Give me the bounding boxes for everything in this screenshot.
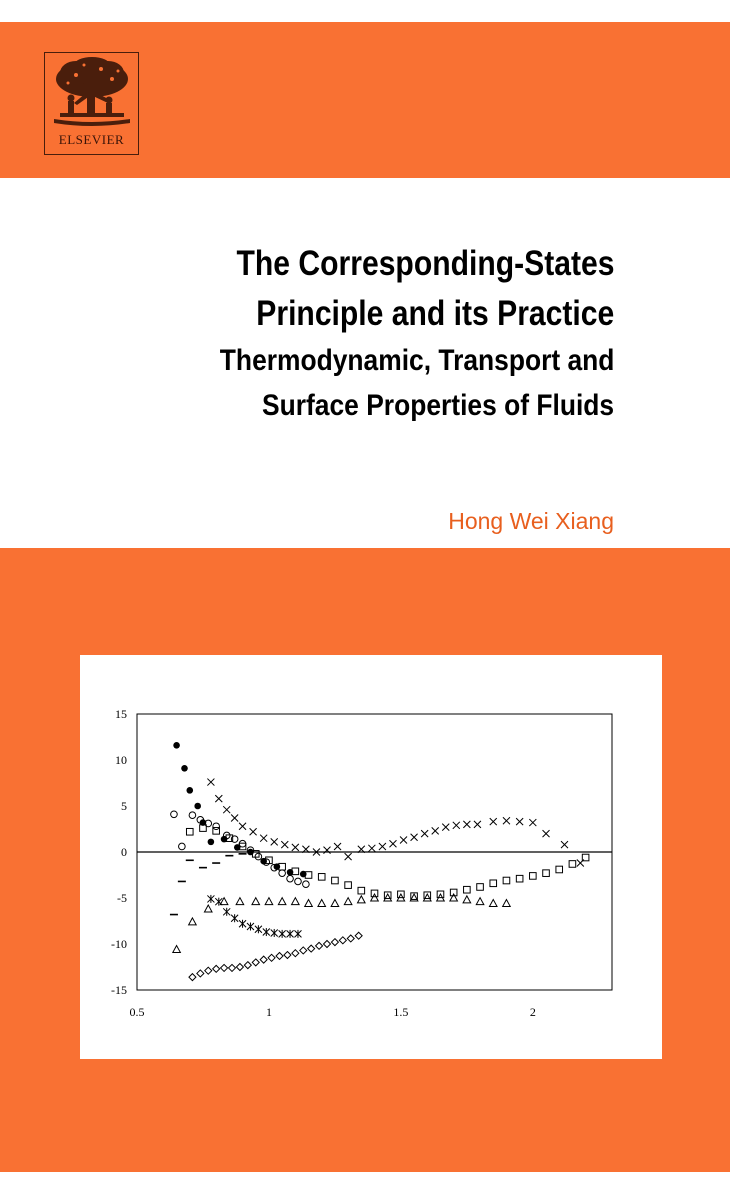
- data-point-cross: [334, 843, 341, 850]
- data-point-asterisk: [271, 929, 278, 937]
- data-point-open-diamond: [300, 947, 307, 954]
- data-point-open-diamond: [236, 964, 243, 971]
- data-point-open-diamond: [324, 941, 331, 948]
- data-point-open-diamond: [229, 964, 236, 971]
- data-point-filled-circle: [181, 765, 188, 772]
- data-point-cross: [453, 822, 460, 829]
- data-point-cross: [411, 834, 418, 841]
- data-point-open-triangle: [265, 898, 273, 905]
- data-point-filled-circle: [186, 787, 193, 794]
- data-point-filled-circle: [208, 839, 215, 846]
- data-point-cross: [543, 830, 550, 837]
- data-point-open-diamond: [347, 935, 354, 942]
- data-point-open-triangle: [358, 896, 366, 903]
- data-point-asterisk: [287, 930, 294, 938]
- y-tick-label: 0: [121, 845, 127, 859]
- data-point-open-triangle: [450, 894, 458, 901]
- data-point-open-square: [186, 828, 193, 835]
- data-point-open-triangle: [344, 898, 352, 905]
- data-point-open-circle: [303, 881, 310, 888]
- data-point-open-diamond: [189, 974, 196, 981]
- data-point-open-square: [543, 870, 550, 877]
- data-point-cross: [474, 821, 481, 828]
- data-point-open-triangle: [252, 898, 260, 905]
- data-point-open-square: [358, 887, 365, 894]
- data-point-asterisk: [279, 930, 286, 938]
- data-point-open-circle: [279, 870, 286, 877]
- data-point-asterisk: [231, 914, 238, 922]
- data-point-cross: [260, 835, 267, 842]
- y-tick-label: -5: [117, 891, 127, 905]
- data-point-cross: [271, 838, 278, 845]
- data-point-open-square: [477, 884, 484, 891]
- data-point-cross: [432, 827, 439, 834]
- data-point-cross: [324, 847, 331, 854]
- data-point-cross: [223, 806, 230, 813]
- data-point-asterisk: [215, 898, 222, 906]
- data-point-open-triangle: [371, 894, 379, 901]
- data-point-asterisk: [294, 930, 301, 938]
- data-point-cross: [490, 818, 497, 825]
- data-point-open-circle: [255, 853, 262, 860]
- data-point-open-square: [516, 875, 523, 882]
- data-point-filled-circle: [173, 742, 180, 749]
- data-point-filled-circle: [194, 803, 201, 810]
- x-tick-label: 1.5: [393, 1005, 409, 1019]
- x-tick-label: 2: [529, 1005, 536, 1019]
- data-point-open-triangle: [384, 894, 392, 901]
- data-point-open-triangle: [292, 898, 300, 905]
- data-point-asterisk: [223, 908, 230, 916]
- cover-chart-panel: [80, 655, 662, 1059]
- data-point-open-circle: [189, 812, 196, 819]
- data-point-open-diamond: [292, 950, 299, 957]
- data-point-cross: [503, 817, 510, 824]
- data-point-open-triangle: [331, 900, 339, 907]
- data-point-open-square: [318, 874, 325, 881]
- data-point-cross: [442, 824, 449, 831]
- data-point-open-triangle: [236, 898, 244, 905]
- y-tick-label: -15: [111, 983, 127, 997]
- author-name: Hong Wei Xiang: [448, 508, 614, 534]
- scatter-chart: [80, 655, 662, 1059]
- y-tick-label: 10: [115, 753, 127, 767]
- y-tick-label: 15: [115, 707, 127, 721]
- data-point-open-diamond: [244, 962, 251, 969]
- data-point-cross: [389, 840, 396, 847]
- data-point-cross: [215, 795, 222, 802]
- data-point-asterisk: [263, 928, 270, 936]
- data-point-cross: [345, 853, 352, 860]
- data-point-cross: [463, 821, 470, 828]
- data-point-open-triangle: [503, 900, 511, 907]
- data-point-cross: [400, 837, 407, 844]
- data-point-open-diamond: [221, 964, 228, 971]
- data-point-cross: [368, 845, 375, 852]
- data-point-open-triangle: [189, 918, 197, 925]
- title-line-2: Principle and its Practice: [255, 294, 614, 333]
- data-point-cross: [250, 828, 257, 835]
- data-point-open-circle: [295, 878, 302, 885]
- data-point-open-square: [503, 877, 510, 884]
- data-point-asterisk: [255, 925, 262, 933]
- data-point-cross: [421, 830, 428, 837]
- data-point-open-triangle: [204, 905, 212, 912]
- data-point-open-diamond: [284, 952, 291, 959]
- x-tick-label: 1: [265, 1005, 272, 1019]
- elsevier-logo: [44, 52, 139, 155]
- data-point-open-square: [556, 866, 563, 873]
- data-point-open-circle: [213, 823, 220, 830]
- data-point-open-circle: [239, 840, 246, 847]
- data-point-cross: [207, 779, 214, 786]
- data-point-open-triangle: [423, 894, 431, 901]
- data-point-open-square: [345, 882, 352, 889]
- data-point-open-square: [490, 880, 497, 887]
- data-point-open-square: [332, 877, 339, 884]
- data-point-open-triangle: [278, 898, 286, 905]
- data-point-open-triangle: [463, 896, 471, 903]
- data-point-cross: [292, 844, 299, 851]
- title-line-1: The Corresponding-States: [236, 244, 614, 283]
- data-point-asterisk: [247, 923, 254, 931]
- data-point-cross: [379, 843, 386, 850]
- x-tick-label: 0.5: [129, 1005, 145, 1019]
- subtitle-line-2: Surface Properties of Fluids: [261, 389, 614, 422]
- data-point-open-diamond: [308, 945, 315, 952]
- data-point-open-diamond: [355, 932, 362, 939]
- data-point-open-diamond: [205, 967, 212, 974]
- data-point-open-circle: [179, 843, 186, 850]
- data-point-open-diamond: [252, 959, 259, 966]
- data-point-open-diamond: [331, 939, 338, 946]
- data-point-open-triangle: [173, 946, 181, 953]
- data-point-open-diamond: [276, 952, 283, 959]
- data-point-cross: [239, 823, 246, 830]
- data-point-open-diamond: [268, 954, 275, 961]
- data-point-open-circle: [287, 875, 294, 882]
- data-point-open-diamond: [316, 942, 323, 949]
- y-tick-label: 5: [121, 799, 127, 813]
- tree-icon: [46, 55, 138, 135]
- data-point-open-triangle: [489, 900, 497, 907]
- data-point-asterisk: [207, 895, 214, 903]
- subtitle-line-1: Thermodynamic, Transport and: [219, 344, 614, 377]
- data-point-open-triangle: [476, 898, 484, 905]
- data-point-open-square: [464, 886, 471, 893]
- data-point-open-diamond: [339, 937, 346, 944]
- data-point-open-square: [569, 861, 576, 868]
- data-point-cross: [516, 818, 523, 825]
- data-point-open-diamond: [260, 956, 267, 963]
- data-point-asterisk: [239, 920, 246, 928]
- data-point-cross: [529, 819, 536, 826]
- data-point-open-diamond: [197, 970, 204, 977]
- data-point-open-square: [530, 873, 537, 880]
- data-point-open-triangle: [305, 900, 313, 907]
- publisher-wordmark: ELSEVIER: [58, 132, 125, 147]
- data-point-open-diamond: [213, 965, 220, 972]
- data-point-cross: [231, 814, 238, 821]
- y-tick-label: -10: [111, 937, 127, 951]
- data-point-open-triangle: [318, 900, 326, 907]
- data-point-cross: [281, 841, 288, 848]
- data-point-open-circle: [171, 811, 178, 818]
- data-point-cross: [561, 841, 568, 848]
